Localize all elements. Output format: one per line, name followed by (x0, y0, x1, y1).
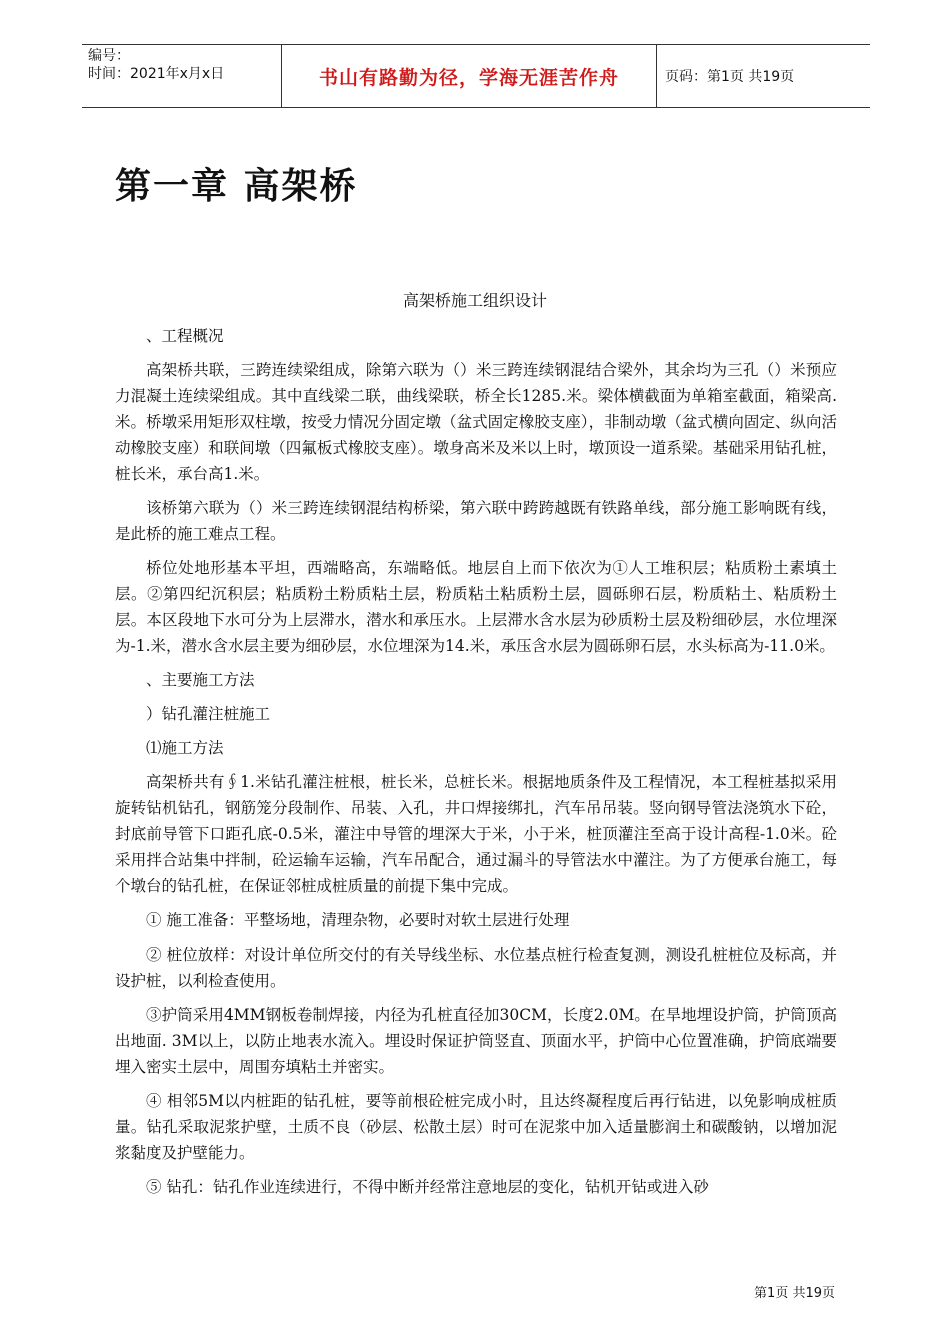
section-heading-methods: 、主要施工方法 (146, 671, 255, 689)
document-number-label: 编号： (88, 48, 130, 64)
section-heading-overview: 、工程概况 (146, 327, 224, 345)
document-body (115, 323, 837, 1208)
header-motto: 书山有路勤为径，学海无涯苦作舟 (282, 45, 657, 107)
body-paragraph: 该桥第六联为（）米三跨连续钢混结构桥梁，第六联中跨跨越既有铁路单线，部分施工影响既有线，是此桥的施工难点工程。 (115, 499, 837, 543)
list-item: ④ 相邻5M以内桩距的钻孔桩，要等前根砼桩完成小时，且达终凝程度后再行钻进，以免影响成桩质量。钻孔采取泥浆护壁，土质不良（砂层、松散土层）时可在泥浆中加入适量膨润土和碳酸钠，以增加泥浆黏度及护壁能力。 (115, 1092, 837, 1162)
page-header (82, 44, 870, 108)
body-paragraph: 桥位处地形基本平坦，西端略高，东端略低。地层自上而下依次为①人工堆积层；粘质粉土素填土层。②第四纪沉积层；粘质粉土粉质粘土层，粉质粘土粘质粉土层，圆砾卵石层，粉质粘土、粘质粉土层。本区段地下水可分为上层滞水，潜水和承压水。上层滞水含水层为砂质粉土层及粉细砂层，水位埋深为-1.米，潜水含水层主要为细砂层，水位埋深为14.米，承压含水层为圆砾卵石层，水头标高为-11.0米。 (115, 559, 837, 655)
subsection-heading-piles: ）钻孔灌注桩施工 (146, 705, 271, 723)
header-meta (82, 45, 282, 107)
header-page-info: 页码：第1页 共19页 (665, 69, 795, 85)
body-paragraph: 高架桥共有∮1.米钻孔灌注桩根，桩长米，总桩长米。根据地质条件及工程情况，本工程桩基拟采用旋转钻机钻孔，钢筋笼分段制作、吊装、入孔，井口焊接绑扎，汽车吊吊装。竖向钢导管法浇筑水下砼，封底前导管下口距孔底-0.5米，灌注中导管的埋深大于米，小于米，桩顶灌注至高于设计高程-1.0米。砼采用拌合站集中拌制，砼运输车运输，汽车吊配合，通过漏斗的导管法水中灌注。为了方便承台施工，每个墩台的钻孔桩，在保证邻桩成桩质量的前提下集中完成。 (115, 773, 837, 895)
subsection-heading-method: ⑴施工方法 (146, 739, 224, 757)
list-item: ③护筒采用4MM钢板卷制焊接，内径为孔桩直径加30CM，长度2.0M。在旱地埋设护筒，护筒顶高出地面. 3M以上，以防止地表水流入。埋设时保证护筒竖直、顶面水平，护筒中心位置准确，护筒底端要埋入密实土层中，周围夯填粘土并密实。 (115, 1006, 837, 1076)
body-paragraph: 高架桥共联，三跨连续梁组成，除第六联为（）米三跨连续钢混结合梁外，其余均为三孔（）米预应力混凝土连续梁组成。其中直线梁二联，曲线梁联，桥全长1285.米。梁体横截面为单箱室截面，箱梁高. 米。桥墩采用矩形双柱墩，按受力情况分固定墩（盆式固定橡胶支座），非制动墩（盆式横向固定、纵向活动橡胶支座）和联间墩（四氟板式橡胶支座）。墩身高米及米以上时，墩顶设一道系梁。基础采用钻孔桩，桩长米，承台高1.米。 (115, 361, 837, 483)
list-item: ① 施工准备：平整场地，清理杂物，必要时对软土层进行处理 (146, 911, 570, 929)
page-footer: 第1页 共19页 (754, 1286, 835, 1301)
list-item: ⑤ 钻孔：钻孔作业连续进行，不得中断并经常注意地层的变化，钻机开钻或进入砂 (146, 1178, 709, 1196)
document-title: 高架桥施工组织设计 (402, 291, 547, 310)
list-item: ② 桩位放样：对设计单位所交付的有关导线坐标、水位基点桩行检查复测，测设孔桩桩位及标高，并设护桩，以利检查使用。 (115, 946, 837, 990)
chapter-title: 第一章 高架桥 (115, 166, 358, 207)
document-time-label: 时间：2021年x月x日 (88, 66, 225, 82)
